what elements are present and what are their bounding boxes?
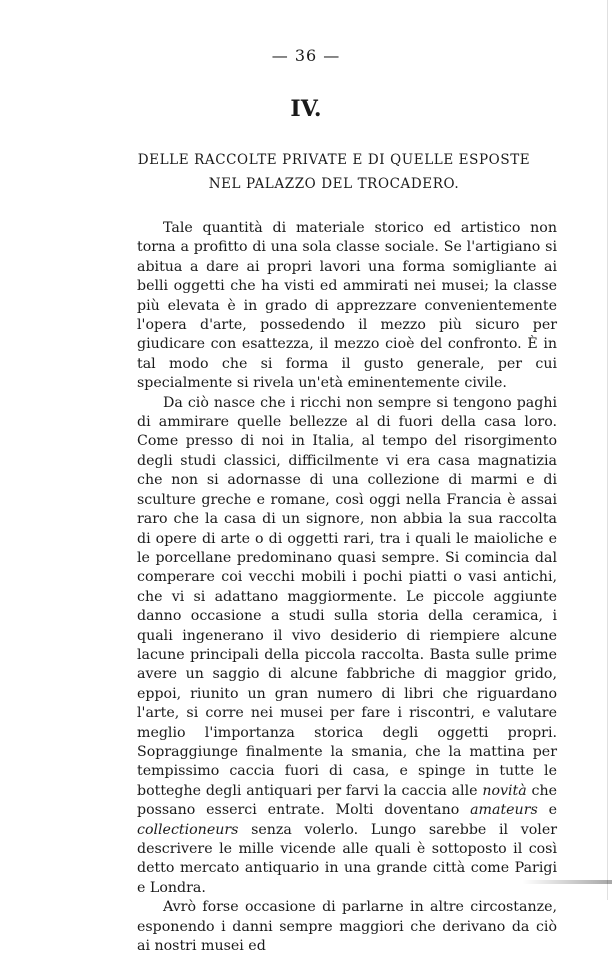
italic-term: novità: [482, 782, 527, 799]
paragraph: [137, 394, 557, 899]
body-text: [137, 219, 557, 956]
scan-smudge: [522, 880, 612, 884]
chapter-title-line: DELLE RACCOLTE PRIVATE E DI QUELLE ESPOSTE: [137, 152, 531, 168]
paragraph-text: senza volerlo. Lungo sarebbe il voler descrivere le mille vicende alle quali è sottoposto il così detto mercato antiquario in una grande città come Parigi e Londra.: [137, 821, 557, 896]
chapter-title-line: NEL PALAZZO DEL TROCADERO.: [208, 176, 460, 192]
paragraph: [137, 219, 557, 394]
paragraph: [137, 898, 557, 956]
chapter-title: [124, 148, 544, 196]
paragraph-text: Da ciò nasce che i ricchi non sempre si tengono paghi di ammirare quelle bellezze al di fuori della casa loro. Come presso di noi in Italia, al tempo del risorgimento degli studi classici, difficilmente vi era casa magnatizia che non si adornasse di una collezione di marmi e di sculture greche e romane, così oggi nella Francia è assai raro che la casa di un signore, non abbia la sua raccolta di opere di arte o di oggetti rari, tra i quali le maioliche e le porcellane predominano quasi sempre. Si comincia dal comperare coi vecchi mobili i pochi piatti o vasi antichi, che vi si adattano maggiormente. Le piccole aggiunte danno occasione a studi sulla storia della ceramica, i quali ingenerano il vivo desiderio di riempiere alcune lacune principali della piccola raccolta. Basta sulle prime avere un saggio di alcune fabbriche di maggior grido, eppoi, riunito un gran numero di libri che riguardano l'arte, si corre nei musei per fare i riscontri, e valutare meglio l'importanza storica degli oggetti propri. Sopraggiunge finalmente la smania, che la mattina per tempissimo caccia fuori di casa, e spinge in tutte le botteghe degli antiquari per farvi la caccia alle: [137, 394, 557, 799]
chapter-numeral: IV.: [290, 96, 322, 122]
page-number: — 36 —: [271, 46, 341, 65]
italic-term: collectioneurs: [137, 821, 239, 838]
page-edge-shadow: [607, 0, 608, 900]
italic-term: amateurs: [470, 802, 538, 819]
paragraph-text: che possano esserci entrate. Molti doventano: [137, 782, 557, 819]
paragraph-text: Avrò forse occasione di parlarne in altre circostanze, esponendo i danni sempre maggiori che derivano da ciò ai nostri musei ed: [137, 899, 557, 955]
paragraph-text: e: [537, 802, 558, 819]
paragraph-text: Tale quantità di materiale storico ed artistico non torna a profitto di una sola classe sociale. Se l'artigiano si abitua a dare ai propri lavori una forma somigliante ai belli oggetti che ha visti ed ammirati nei musei; la classe più elevata è in grado di apprezzare convenientemente l'opera d'arte, possedendo il mezzo più sicuro per giudicare con esattezza, il mezzo cioè del confronto. È in tal modo che si forma il gusto generale, per cui specialmente si rivela un'età eminentemente civile.: [137, 220, 557, 392]
